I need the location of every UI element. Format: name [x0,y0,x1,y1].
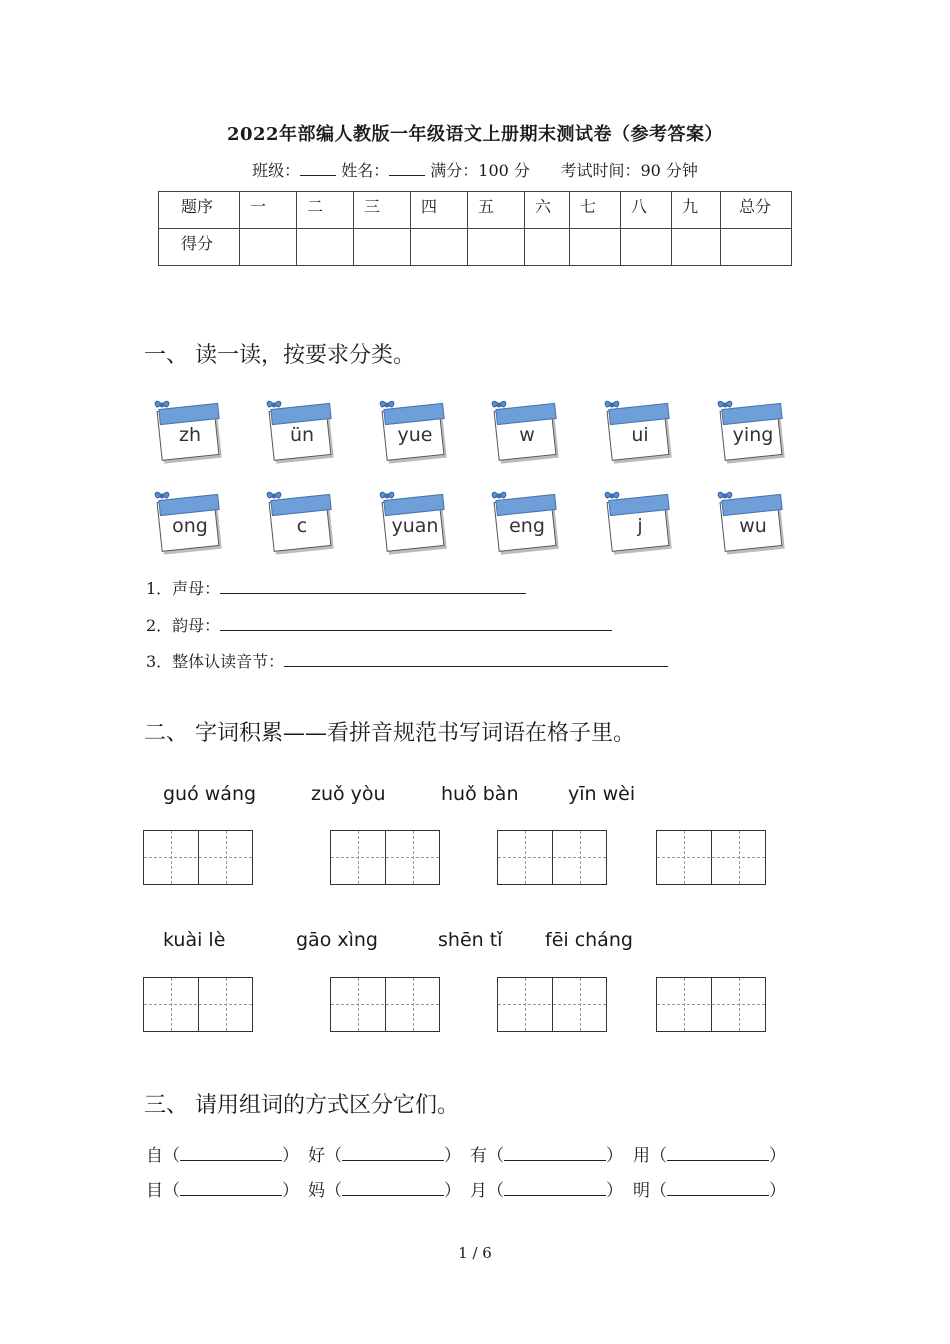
compare-answer-blank[interactable] [180,1181,282,1196]
name-label: 姓名： [341,161,390,180]
bow-icon [378,396,396,414]
compare-answer-blank[interactable] [180,1146,282,1161]
compare-char: 有 [470,1146,487,1166]
card-text: yuan [391,515,439,537]
bow-icon [265,396,283,414]
open-paren: （ [325,1181,342,1201]
exam-time: 考试时间：90 分钟 [560,161,698,180]
compare-item [470,1176,623,1201]
writing-grid[interactable] [330,830,440,885]
writing-grid[interactable] [497,977,607,1032]
bow-icon [265,487,283,505]
q2-label: 2．韵母： [146,616,221,635]
table-cell: 八 [631,197,648,216]
compare-item [308,1176,461,1201]
section3-heading: 三、 请用组词的方式区分它们。 [144,1093,459,1118]
table-cell: 五 [478,197,495,216]
score-cell[interactable] [411,229,468,266]
close-paren: ） [444,1181,461,1201]
close-paren: ） [606,1181,623,1201]
pinyin-word: kuài lè [163,929,226,951]
table-cell: 七 [580,197,597,216]
q1-label: 1．声母： [146,579,221,598]
score-cell[interactable] [468,229,525,266]
close-paren: ） [282,1181,299,1201]
q1-consonants [146,576,526,599]
card-text: ying [732,424,774,446]
writing-grid[interactable] [143,830,253,885]
card-text: ün [289,424,315,446]
q2-answer-line[interactable] [220,616,612,631]
section1-heading: 一、 读一读，按要求分类。 [144,343,415,368]
open-paren: （ [487,1146,504,1166]
pinyin-word: shēn tǐ [438,929,503,951]
open-paren: （ [650,1146,667,1166]
pinyin-word: fēi cháng [545,929,633,951]
pinyin-card [153,396,217,462]
compare-char: 目 [146,1181,163,1201]
table-cell: 二 [307,197,324,216]
compare-answer-blank[interactable] [504,1181,606,1196]
pinyin-card [265,487,329,553]
pinyin-card [603,487,667,553]
card-text: wu [739,515,767,537]
compare-item [146,1141,299,1166]
exam-info [0,158,950,181]
section2-heading: 二、 字词积累——看拼音规范书写词语在格子里。 [144,721,635,746]
close-paren: ） [282,1146,299,1166]
table-cell: 总分 [739,197,772,216]
card-text: ui [631,424,649,446]
writing-grid[interactable] [656,830,766,885]
pinyin-card [490,487,554,553]
table-cell: 一 [250,197,267,216]
compare-answer-blank[interactable] [342,1146,444,1161]
score-cell[interactable] [525,229,570,266]
table-cell: 四 [421,197,438,216]
compare-char: 自 [146,1146,163,1166]
compare-char: 用 [633,1146,650,1166]
bow-icon [153,487,171,505]
card-text: c [296,515,308,537]
card-text: eng [509,515,545,537]
card-text: w [519,424,535,446]
pinyin-word: yīn wèi [568,783,636,805]
q2-vowels [146,613,612,636]
bow-icon [378,487,396,505]
score-table-header-row [159,192,792,229]
score-table-score-row [159,229,792,266]
compare-char: 妈 [308,1181,325,1201]
pinyin-card [378,396,442,462]
bow-icon [716,487,734,505]
pinyin-word: zuǒ yòu [311,783,386,805]
full-score: 满分：100 分 [430,161,530,180]
close-paren: ） [769,1181,786,1201]
pinyin-card [490,396,554,462]
card-text: zh [178,424,201,446]
open-paren: （ [325,1146,342,1166]
pinyin-card [378,487,442,553]
table-cell: 得分 [181,234,214,253]
compare-item [146,1176,299,1201]
card-text: yue [397,424,433,446]
card-text: j [637,515,643,537]
compare-item [633,1176,786,1201]
pinyin-card [153,487,217,553]
score-cell[interactable] [721,229,792,266]
pinyin-word: guó wáng [163,783,257,805]
close-paren: ） [769,1146,786,1166]
table-cell: 三 [364,197,381,216]
pinyin-card [716,396,780,462]
bow-icon [490,487,508,505]
compare-item [470,1141,623,1166]
compare-answer-blank[interactable] [667,1146,769,1161]
writing-grid[interactable] [143,977,253,1032]
class-blank[interactable] [300,161,336,176]
bow-icon [603,487,621,505]
score-cell[interactable] [240,229,297,266]
open-paren: （ [650,1181,667,1201]
q1-answer-line[interactable] [220,579,526,594]
page-number: 1 / 6 [458,1244,492,1262]
score-cell[interactable] [297,229,354,266]
q3-whole-syllables [146,649,668,672]
class-label: 班级： [252,161,301,180]
compare-answer-blank[interactable] [504,1146,606,1161]
pinyin-card [716,487,780,553]
pinyin-word: huǒ bàn [441,783,519,805]
pinyin-card [265,396,329,462]
name-blank[interactable] [389,161,425,176]
open-paren: （ [163,1181,180,1201]
page-title: 2022年部编人教版一年级语文上册期末测试卷（参考答案） [226,124,724,145]
compare-char: 好 [308,1146,325,1166]
open-paren: （ [163,1146,180,1166]
pinyin-card [603,396,667,462]
bow-icon [490,396,508,414]
compare-item [308,1141,461,1166]
pinyin-word: gāo xìng [296,929,378,951]
compare-item [633,1141,786,1166]
table-cell: 九 [682,197,699,216]
compare-answer-blank[interactable] [667,1181,769,1196]
writing-grid[interactable] [656,977,766,1032]
bow-icon [603,396,621,414]
score-cell[interactable] [354,229,411,266]
q3-answer-line[interactable] [284,652,668,667]
compare-char: 明 [633,1181,650,1201]
card-text: ong [172,515,208,537]
open-paren: （ [487,1181,504,1201]
table-cell: 题序 [181,197,214,216]
bow-icon [153,396,171,414]
bow-icon [716,396,734,414]
writing-grid[interactable] [497,830,607,885]
score-table [158,191,792,266]
score-cell[interactable] [672,229,721,266]
close-paren: ） [606,1146,623,1166]
q3-label: 3．整体认读音节： [146,652,285,671]
close-paren: ） [444,1146,461,1166]
compare-answer-blank[interactable] [342,1181,444,1196]
table-cell: 六 [535,197,552,216]
score-cell[interactable] [621,229,672,266]
score-cell[interactable] [570,229,621,266]
writing-grid[interactable] [330,977,440,1032]
compare-char: 月 [470,1181,487,1201]
